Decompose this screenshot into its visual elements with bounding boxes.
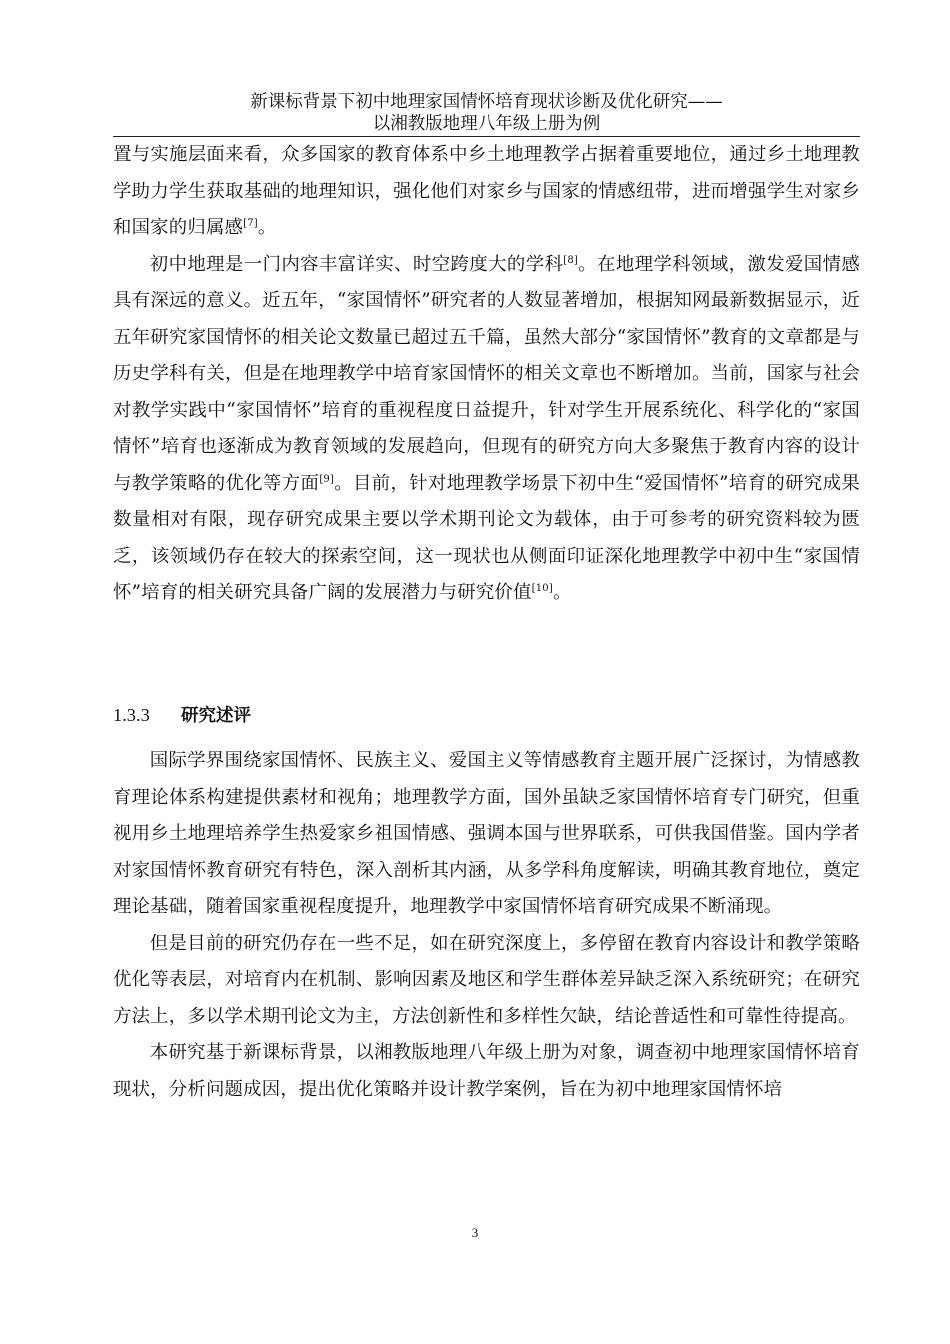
- section-heading: [113, 700, 251, 731]
- paragraph-international-research: 国际学界围绕家国情怀、民族主义、爱国主义等情感教育主题开展广泛探讨，为情感教育理论体系构建提供素材和视角；地理教学方面，国外虽缺乏家国情怀培育专门研究，但重视用乡土地理培养学生热爱家乡祖国情感、强调本国与世界联系，可供我国借鉴。国内学者对家国情怀教育研究有特色，深入剖析其内涵，从多学科角度解读，明确其教育地位，奠定理论基础，随着国家重视程度提升，地理教学中家国情怀培育研究成果不断涌现。: [113, 750, 860, 917]
- paragraph-text: 。在地理学科领域，激发爱国情感具有深远的意义。近五年，“家国情怀”研究者的人数显著增加，根据知网最新数据显示，近五年研究家国情怀的相关论文数量已超过五千篇，虽然大部分“家国情怀”教育的文章都是与历史学科有关，但是在地理教学中培育家国情怀的相关文章也不断增加。当前，国家与社会对教学实践中“家国情怀”培育的重视程度日益提升，针对学生开展系统化、科学化的“家国情怀”培育也逐渐成为教育领域的发展趋向，但现有的研究方向大多聚焦于教育内容的设计与教学策略的优化等方面: [113, 253, 860, 494]
- citation-ref: [7]: [243, 218, 258, 229]
- section-title: 研究述评: [181, 706, 251, 726]
- body-text-block-2: [113, 743, 860, 1108]
- paragraph-continuation: [113, 137, 860, 247]
- body-text-block-1: [113, 137, 860, 612]
- paragraph-this-study: 本研究基于新课标背景，以湘教版地理八年级上册为对象，调查初中地理家国情怀培育现状，分析问题成因，提出优化策略并设计教学案例，旨在为初中地理家国情怀培: [113, 1042, 860, 1100]
- paragraph-junior-geography: [113, 247, 860, 612]
- section-number: 1.3.3: [113, 705, 150, 725]
- header-title-line1: 新课标背景下初中地理家国情怀培育现状诊断及优化研究——: [250, 92, 723, 112]
- running-header: [113, 91, 860, 135]
- citation-ref: [8]: [563, 254, 579, 266]
- citation-ref: [10]: [531, 583, 553, 594]
- paragraph-text: 初中地理是一门内容丰富详实、时空跨度大的学科: [149, 253, 564, 275]
- paragraph-text: 。目前，针对地理教学场景下初中生“爱国情怀”培育的研究成果数量相对有限，现存研究成果主要以学术期刊论文为载体，由于可参考的研究资料较为匮乏，该领域仍存在较大的探索空间，这一现状也从侧面印证深化地理教学中初中生“家国情怀”培育的相关研究具备广阔的发展潜力与研究价值: [113, 472, 860, 603]
- paragraph-research-shortcomings: 但是目前的研究仍存在一些不足，如在研究深度上，多停留在教育内容设计和教学策略优化等表层，对培育内在机制、影响因素及地区和学生群体差异缺乏深入系统研究；在研究方法上，多以学术期刊论文为主，方法创新性和多样性欠缺，结论普适性和可靠性待提高。: [113, 932, 860, 1027]
- page-number: 3: [471, 1225, 479, 1240]
- paragraph-text: 置与实施层面来看，众多国家的教育体系中乡土地理教学占据着重要地位，通过乡土地理教学助力学生获取基础的地理知识，强化他们对家乡与国家的情感纽带，进而增强学生对家乡和国家的归属感: [113, 144, 860, 238]
- paragraph-text: 。: [257, 217, 277, 238]
- header-title-line2: 以湘教版地理八年级上册为例: [372, 114, 601, 134]
- citation-ref: [9]: [319, 473, 335, 485]
- paragraph-text: 。: [552, 582, 572, 603]
